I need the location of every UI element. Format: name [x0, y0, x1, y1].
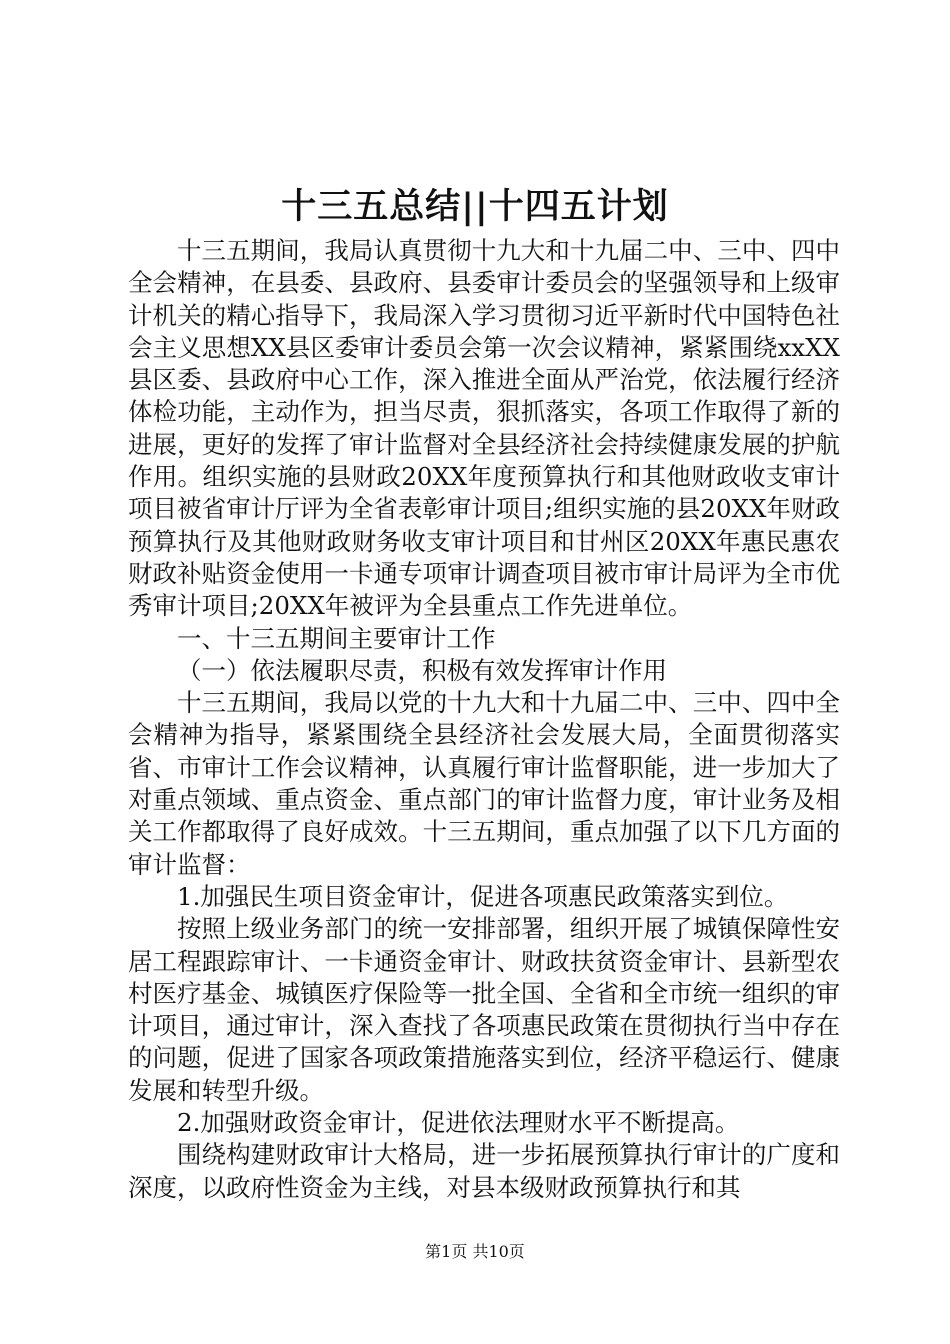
section-heading-1: 一、十三五期间主要审计工作 [177, 623, 496, 653]
page-number-footer: 第1页 共10页 [425, 1242, 525, 1261]
item-heading-1: 1.加强民生项目资金审计，促进各项惠民政策落实到位。 [177, 881, 789, 911]
document-title: 十三五总结||十四五计划 [281, 186, 669, 227]
document-body [128, 235, 840, 1204]
item-heading-2: 2.加强财政资金审计，促进依法理财水平不断提高。 [177, 1108, 740, 1138]
paragraph-overview: 十三五期间，我局以党的十九大和十九届二中、三中、四中全会精神为指导，紧紧围绕全县经济社会发展大局，全面贯彻落实省、市审计工作会议精神，认真履行审计监督职能，进一步加大了对重点领域、重点资金、重点部门的审计监督力度，审计业务及相关工作都取得了良好成效。十三五期间，重点加强了以下几方面的审计监督： [128, 688, 840, 879]
subsection-heading-1: （一）依法履职尽责，积极有效发挥审计作用 [177, 655, 667, 685]
paragraph-item-2: 围绕构建财政审计大格局，进一步拓展预算执行审计的广度和深度，以政府性资金为主线，对县本级财政预算执行和其 [128, 1140, 840, 1202]
paragraph-item-1: 按照上级业务部门的统一安排部署，组织开展了城镇保障性安居工程跟踪审计、一卡通资金审计、财政扶贫资金审计、县新型农村医疗基金、城镇医疗保险等一批全国、全省和全市统一组织的审计项目，通过审计，深入查找了各项惠民政策在贯彻执行当中存在的问题，促进了国家各项政策措施落实到位，经济平稳运行、健康发展和转型升级。 [128, 914, 840, 1105]
paragraph-intro: 十三五期间，我局认真贯彻十九大和十九届二中、三中、四中全会精神，在县委、县政府、县委审计委员会的坚强领导和上级审计机关的精心指导下，我局深入学习贯彻习近平新时代中国特色社会主义思想XX县区委审计委员会第一次会议精神，紧紧围绕xxXX县区委、县政府中心工作，深入推进全面从严治党，依法履行经济体检功能，主动作为，担当尽责，狠抓落实，各项工作取得了新的进展，更好的发挥了审计监督对全县经济社会持续健康发展的护航作用。组织实施的县财政20XX年度预算执行和其他财政收支审计项目被省审计厅评为全省表彰审计项目;组织实施的县20XX年财政预算执行及其他财政财务收支审计项目和甘州区20XX年惠民惠农财政补贴资金使用一卡通专项审计调查项目被市审计局评为全市优秀审计项目;20XX年被评为全县重点工作先进单位。 [128, 236, 840, 621]
